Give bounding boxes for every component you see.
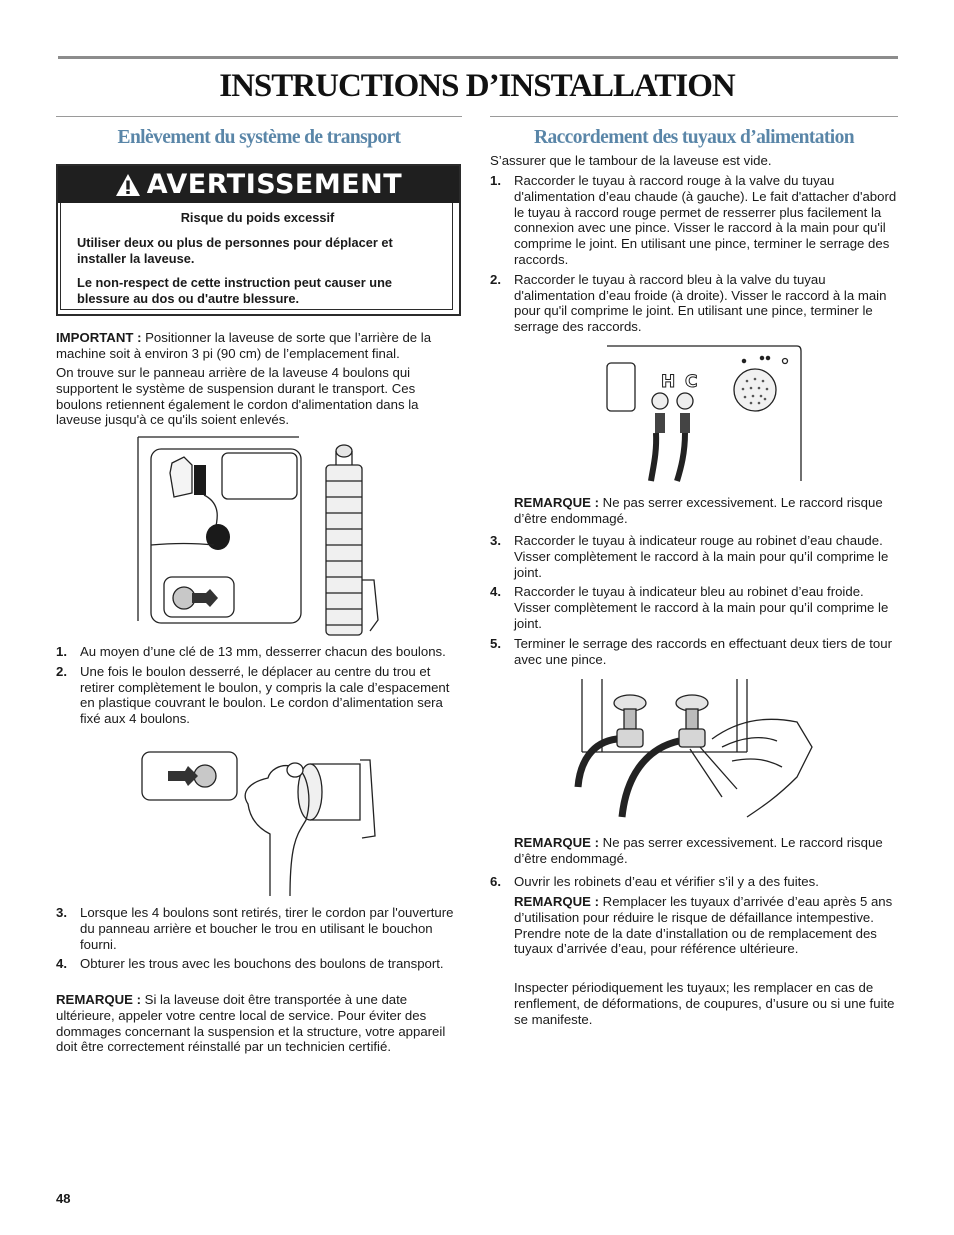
rear-panel-bolt-illustration — [134, 435, 384, 640]
note-text: Ne pas serrer excessivement. Le raccord risque d’être endommagé. — [514, 835, 883, 866]
warning-line-2: Le non-respect de cette instruction peut causer une blessure au dos ou d'autre blessure. — [77, 275, 393, 306]
page-title: INSTRUCTIONS D’INSTALLATION — [219, 68, 735, 104]
list-item: 3. Raccorder le tuyau à indicateur rouge au robinet d’eau chaude. Visser complètement le raccord à la main pour qu’il comprime le joint. — [490, 533, 889, 580]
hand-removing-spacer-illustration — [140, 748, 385, 898]
washer-valve-illustration — [605, 343, 805, 483]
steps-list-transport-a — [56, 644, 462, 731]
warning-header — [58, 166, 459, 203]
warning-triangle-icon — [115, 173, 141, 197]
top-rule — [58, 56, 898, 59]
steps-list-transport-b — [56, 905, 462, 976]
warning-title: AVERTISSEMENT — [146, 169, 403, 200]
list-item: 6. Ouvrir les robinets d’eau et vérifier s’il y a des fuites. — [490, 874, 819, 889]
intro-paragraph: On trouve sur le panneau arrière de la laveuse 4 boulons qui supportent le système de suspension durant le transport. Ces boulons retiennent également le cordon d'alimentation dans la laveuse jusqu'à ce qu'ils soient enlevés. — [56, 365, 419, 428]
warning-box — [56, 164, 461, 316]
section-heading-hoses: Raccordement des tuyaux d’alimentation — [533, 127, 855, 148]
hot-valve-label: H — [661, 372, 676, 392]
note-overtighten-1 — [514, 495, 898, 527]
warning-line-1: Utiliser deux ou plus de personnes pour déplacer et installer la laveuse. — [77, 235, 393, 266]
important-label: IMPORTANT : — [56, 330, 142, 345]
left-column-rule — [56, 116, 462, 117]
section-heading-transport: Enlèvement du système de transport — [117, 127, 401, 148]
list-item: 4. Obturer les trous avec les bouchons des boulons de transport. — [56, 956, 444, 972]
right-column-rule — [490, 116, 898, 117]
note-label: REMARQUE : — [514, 835, 599, 850]
page-number: 48 — [56, 1191, 71, 1206]
list-item: 5. Terminer le serrage des raccords en effectuant deux tiers de tour avec une pince. — [490, 635, 892, 667]
note-replace-hoses — [514, 894, 898, 957]
note-label: REMARQUE : — [514, 495, 599, 510]
warning-subtitle: Risque du poids excessif — [180, 210, 335, 225]
faucet-pliers-illustration — [572, 677, 817, 822]
note-overtighten-2 — [514, 835, 898, 867]
steps-list-hoses-a — [490, 173, 898, 339]
drum-empty-paragraph: S’assurer que le tambour de la laveuse est vide. — [490, 153, 772, 168]
list-item: 4. Raccorder le tuyau à indicateur bleu au robinet d’eau froide. Visser complètement le raccord à la main pour qu’il comprime le joint. — [490, 584, 889, 631]
cold-valve-label: C — [685, 372, 698, 392]
list-item: 2. Raccorder le tuyau à raccord bleu à la valve du tuyau d'alimentation d’eau froide (à droite). Visser le raccord à la main pour qu'il comprime le joint. En utilisant une pince, terminer le serrage des raccords. — [490, 271, 887, 335]
steps-list-hoses-b — [490, 533, 898, 671]
note-text: Si la laveuse doit être transportée à une date ultérieure, appeler votre centre local de service. Pour éviter des dommages concernant la suspension et la structure, votre appareil doit être correctement réinstallé par un technicien certifié. — [56, 992, 446, 1055]
list-item: 2. Une fois le boulon desserré, le déplacer au centre du trou et retirer complètement le boulon, y compris la cale d’espacement en plastique couvrant le boulon. Le cordon d’alimentation sera fixé aux 4 boulons. — [56, 663, 450, 727]
list-item: 3. Lorsque les 4 boulons sont retirés, tirer le cordon par l'ouverture du panneau arrière et boucher le trou en utilisant le bouchon fourni. — [56, 905, 454, 952]
note-label: REMARQUE : — [514, 894, 599, 909]
note-label: REMARQUE : — [56, 992, 141, 1007]
note-text: Ne pas serrer excessivement. Le raccord risque d’être endommagé. — [514, 495, 883, 526]
inspect-paragraph: Inspecter périodiquement les tuyaux; les remplacer en cas de renflement, de déformations, de coupures, d’usure ou si une fuite se manifeste. — [514, 980, 895, 1027]
list-item: 1. Au moyen d’une clé de 13 mm, desserrer chacun des boulons. — [56, 644, 446, 659]
note-text: Remplacer les tuyaux d’arrivée d’eau après 5 ans d’utilisation pour réduire le risque de défaillance intempestive. Prendre note de la date d’installation ou de remplacement des tuyaux d’arrivée d’eau, pour référence ultérieure. — [514, 894, 893, 957]
steps-list-hoses-c — [490, 874, 898, 894]
warning-body — [60, 203, 453, 310]
list-item: 1. Raccorder le tuyau à raccord rouge à la valve du tuyau d'alimentation d’eau chaude (à gauche). Le fait d'attacher d'abord le tuyau à raccord rouge permet de resserrer plus facilement la connexion avec une pince. Visser le raccord à la main pour qu'il comprime le joint. En utilisant une pince, terminer le serrage des raccords. — [490, 173, 897, 267]
transport-note — [56, 992, 462, 1055]
important-text: Positionner la laveuse de sorte que l’arrière de la machine soit à environ 3 pi (90 cm) de l’emplacement final. — [56, 330, 432, 361]
important-paragraph — [56, 330, 462, 362]
